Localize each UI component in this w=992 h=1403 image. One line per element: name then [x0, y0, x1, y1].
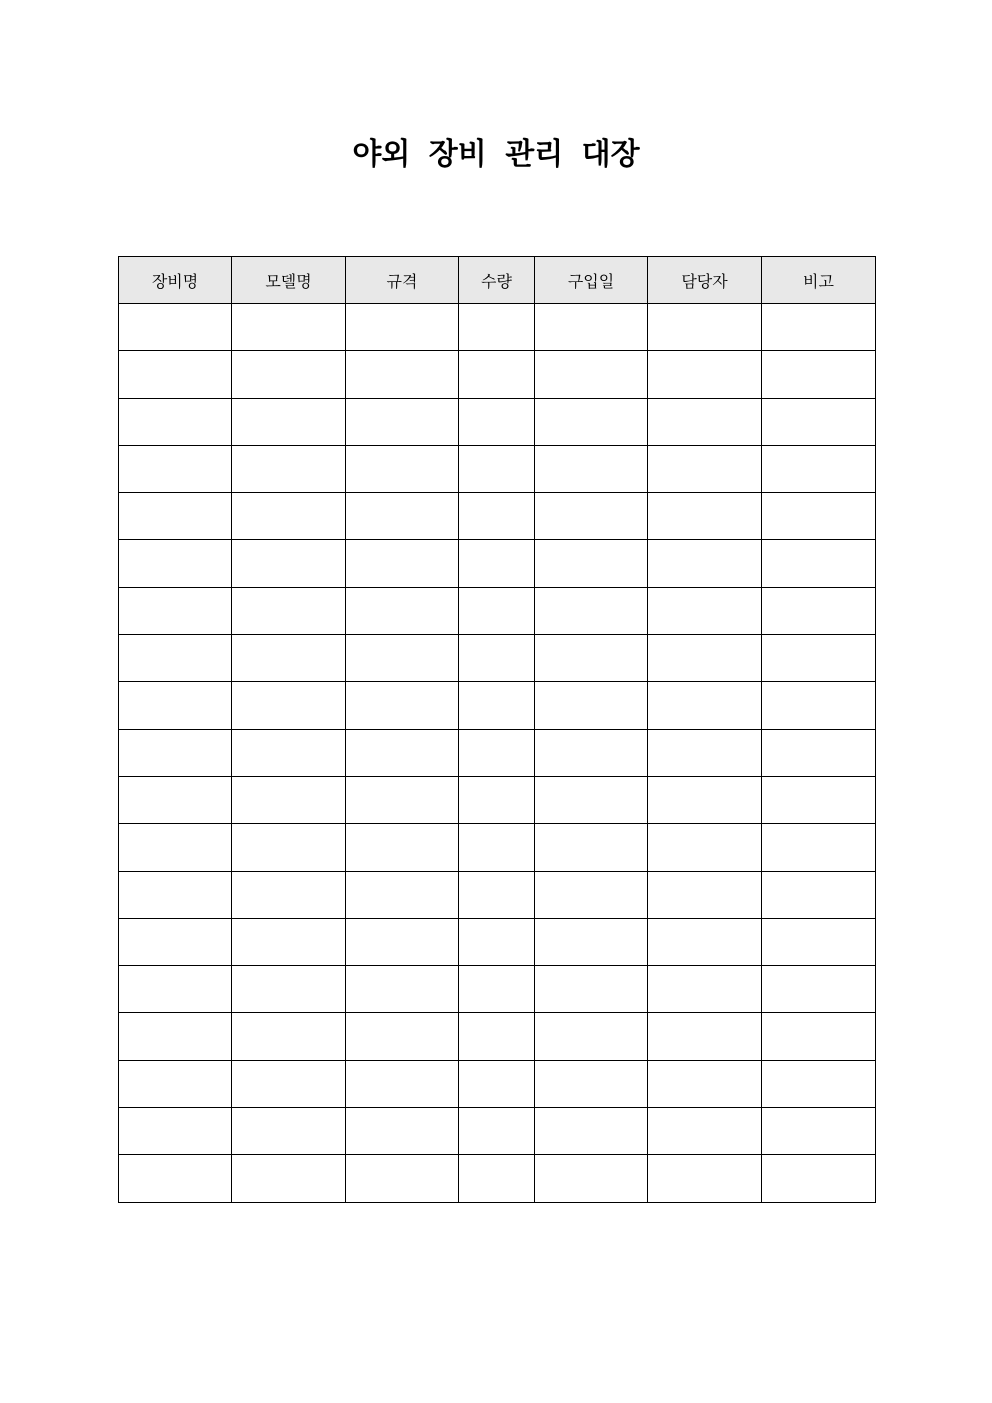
table-row	[119, 966, 876, 1013]
table-row	[119, 1060, 876, 1107]
table-cell[interactable]	[535, 493, 648, 540]
table-cell[interactable]	[648, 1108, 762, 1155]
table-cell[interactable]	[762, 682, 876, 729]
table-row	[119, 493, 876, 540]
table-cell[interactable]	[648, 304, 762, 351]
table-cell[interactable]	[648, 445, 762, 492]
table-cell[interactable]	[535, 587, 648, 634]
table-cell[interactable]	[459, 351, 535, 398]
table-cell[interactable]	[346, 729, 459, 776]
table-cell[interactable]	[535, 1060, 648, 1107]
table-cell[interactable]	[459, 824, 535, 871]
table-cell[interactable]	[232, 1013, 346, 1060]
table-cell[interactable]	[648, 398, 762, 445]
table-cell[interactable]	[762, 1060, 876, 1107]
table-cell[interactable]	[648, 1060, 762, 1107]
table-cell[interactable]	[459, 1155, 535, 1202]
table-cell[interactable]	[119, 635, 232, 682]
table-cell[interactable]	[346, 682, 459, 729]
table-cell[interactable]	[459, 493, 535, 540]
table-cell[interactable]	[119, 871, 232, 918]
table-cell[interactable]	[535, 682, 648, 729]
table-cell[interactable]	[119, 966, 232, 1013]
table-cell[interactable]	[762, 587, 876, 634]
table-cell[interactable]	[232, 351, 346, 398]
table-cell[interactable]	[346, 1060, 459, 1107]
table-cell[interactable]	[762, 445, 876, 492]
table-cell[interactable]	[346, 824, 459, 871]
table-cell[interactable]	[346, 445, 459, 492]
table-cell[interactable]	[232, 871, 346, 918]
table-cell[interactable]	[459, 1060, 535, 1107]
table-cell[interactable]	[648, 824, 762, 871]
table-cell[interactable]	[762, 729, 876, 776]
table-body	[119, 304, 876, 1203]
table-cell[interactable]	[232, 1155, 346, 1202]
table-cell[interactable]	[232, 682, 346, 729]
table-row	[119, 540, 876, 587]
table-cell[interactable]	[232, 966, 346, 1013]
table-cell[interactable]	[119, 1060, 232, 1107]
table-cell[interactable]	[535, 351, 648, 398]
table-cell[interactable]	[459, 918, 535, 965]
table-cell[interactable]	[535, 776, 648, 823]
table-cell[interactable]	[119, 682, 232, 729]
column-header-purchase-date: 구입일	[535, 257, 648, 304]
table-cell[interactable]	[535, 398, 648, 445]
table-row	[119, 729, 876, 776]
table-cell[interactable]	[459, 966, 535, 1013]
table-cell[interactable]	[346, 540, 459, 587]
table-cell[interactable]	[346, 304, 459, 351]
document-title: 야외 장비 관리 대장	[352, 137, 640, 172]
table-cell[interactable]	[346, 776, 459, 823]
table-cell[interactable]	[648, 635, 762, 682]
table-row	[119, 304, 876, 351]
table-cell[interactable]	[535, 1155, 648, 1202]
table-cell[interactable]	[119, 398, 232, 445]
table-cell[interactable]	[762, 304, 876, 351]
table-cell[interactable]	[535, 918, 648, 965]
table-cell[interactable]	[232, 918, 346, 965]
table-cell[interactable]	[346, 1108, 459, 1155]
table-row	[119, 1155, 876, 1202]
table-cell[interactable]	[762, 493, 876, 540]
table-cell[interactable]	[346, 493, 459, 540]
table-cell[interactable]	[232, 729, 346, 776]
table-cell[interactable]	[459, 1013, 535, 1060]
table-cell[interactable]	[535, 1013, 648, 1060]
table-row	[119, 1013, 876, 1060]
table-cell[interactable]	[762, 966, 876, 1013]
table-row	[119, 682, 876, 729]
table-cell[interactable]	[535, 871, 648, 918]
table-cell[interactable]	[346, 918, 459, 965]
table-cell[interactable]	[762, 918, 876, 965]
table-cell[interactable]	[232, 1060, 346, 1107]
table-cell[interactable]	[648, 493, 762, 540]
table-cell[interactable]	[459, 729, 535, 776]
table-cell[interactable]	[459, 1108, 535, 1155]
table-cell[interactable]	[535, 824, 648, 871]
table-cell[interactable]	[119, 540, 232, 587]
table-cell[interactable]	[762, 398, 876, 445]
table-cell[interactable]	[648, 871, 762, 918]
table-cell[interactable]	[459, 587, 535, 634]
table-cell[interactable]	[535, 445, 648, 492]
table-cell[interactable]	[762, 871, 876, 918]
table-cell[interactable]	[648, 682, 762, 729]
table-row	[119, 351, 876, 398]
table-cell[interactable]	[648, 918, 762, 965]
table-cell[interactable]	[232, 398, 346, 445]
table-cell[interactable]	[459, 304, 535, 351]
table-cell[interactable]	[232, 1108, 346, 1155]
table-cell[interactable]	[762, 540, 876, 587]
table-cell[interactable]	[119, 729, 232, 776]
table-cell[interactable]	[232, 776, 346, 823]
table-cell[interactable]	[762, 1108, 876, 1155]
table-cell[interactable]	[346, 966, 459, 1013]
table-cell[interactable]	[119, 918, 232, 965]
table-cell[interactable]	[232, 540, 346, 587]
table-cell[interactable]	[232, 304, 346, 351]
table-cell[interactable]	[119, 824, 232, 871]
table-row	[119, 918, 876, 965]
table-row	[119, 445, 876, 492]
table-cell[interactable]	[648, 1155, 762, 1202]
table-cell[interactable]	[762, 824, 876, 871]
table-row	[119, 1108, 876, 1155]
table-cell[interactable]	[119, 1155, 232, 1202]
table-cell[interactable]	[459, 445, 535, 492]
table-cell[interactable]	[232, 824, 346, 871]
table-cell[interactable]	[232, 493, 346, 540]
column-header-manager: 담당자	[648, 257, 762, 304]
table-cell[interactable]	[762, 635, 876, 682]
table-cell[interactable]	[648, 587, 762, 634]
table-cell[interactable]	[119, 776, 232, 823]
table-row	[119, 776, 876, 823]
table-header-row	[119, 257, 876, 304]
table-cell[interactable]	[119, 493, 232, 540]
table-cell[interactable]	[459, 398, 535, 445]
table-cell[interactable]	[459, 682, 535, 729]
column-header-specification: 규격	[346, 257, 459, 304]
table-cell[interactable]	[648, 966, 762, 1013]
table-cell[interactable]	[346, 635, 459, 682]
table-cell[interactable]	[119, 1013, 232, 1060]
table-cell[interactable]	[119, 304, 232, 351]
table-cell[interactable]	[762, 351, 876, 398]
table-cell[interactable]	[232, 587, 346, 634]
table-cell[interactable]	[535, 729, 648, 776]
table-cell[interactable]	[648, 1013, 762, 1060]
table-cell[interactable]	[535, 540, 648, 587]
equipment-ledger-table	[118, 256, 876, 1203]
table-row	[119, 824, 876, 871]
table-cell[interactable]	[346, 398, 459, 445]
table-cell[interactable]	[535, 966, 648, 1013]
table-cell[interactable]	[346, 587, 459, 634]
table-cell[interactable]	[346, 871, 459, 918]
table-cell[interactable]	[648, 540, 762, 587]
table-cell[interactable]	[648, 729, 762, 776]
column-header-remarks: 비고	[762, 257, 876, 304]
table-row	[119, 587, 876, 634]
table-row	[119, 635, 876, 682]
table-cell[interactable]	[119, 445, 232, 492]
table-cell[interactable]	[119, 1108, 232, 1155]
table-cell[interactable]	[232, 635, 346, 682]
table-row	[119, 871, 876, 918]
table-cell[interactable]	[119, 351, 232, 398]
table-cell[interactable]	[535, 1108, 648, 1155]
table-cell[interactable]	[459, 540, 535, 587]
column-header-equipment-name: 장비명	[119, 257, 232, 304]
table-cell[interactable]	[346, 1155, 459, 1202]
table-cell[interactable]	[762, 1155, 876, 1202]
table-row	[119, 398, 876, 445]
table-cell[interactable]	[459, 871, 535, 918]
table-cell[interactable]	[346, 351, 459, 398]
table-cell[interactable]	[459, 776, 535, 823]
table-cell[interactable]	[762, 1013, 876, 1060]
table-cell[interactable]	[648, 351, 762, 398]
table-cell[interactable]	[762, 776, 876, 823]
table-cell[interactable]	[346, 1013, 459, 1060]
table-cell[interactable]	[648, 776, 762, 823]
column-header-model-name: 모델명	[232, 257, 346, 304]
table-cell[interactable]	[459, 635, 535, 682]
table-cell[interactable]	[535, 304, 648, 351]
table-cell[interactable]	[535, 635, 648, 682]
table-cell[interactable]	[119, 587, 232, 634]
column-header-quantity: 수량	[459, 257, 535, 304]
table-cell[interactable]	[232, 445, 346, 492]
